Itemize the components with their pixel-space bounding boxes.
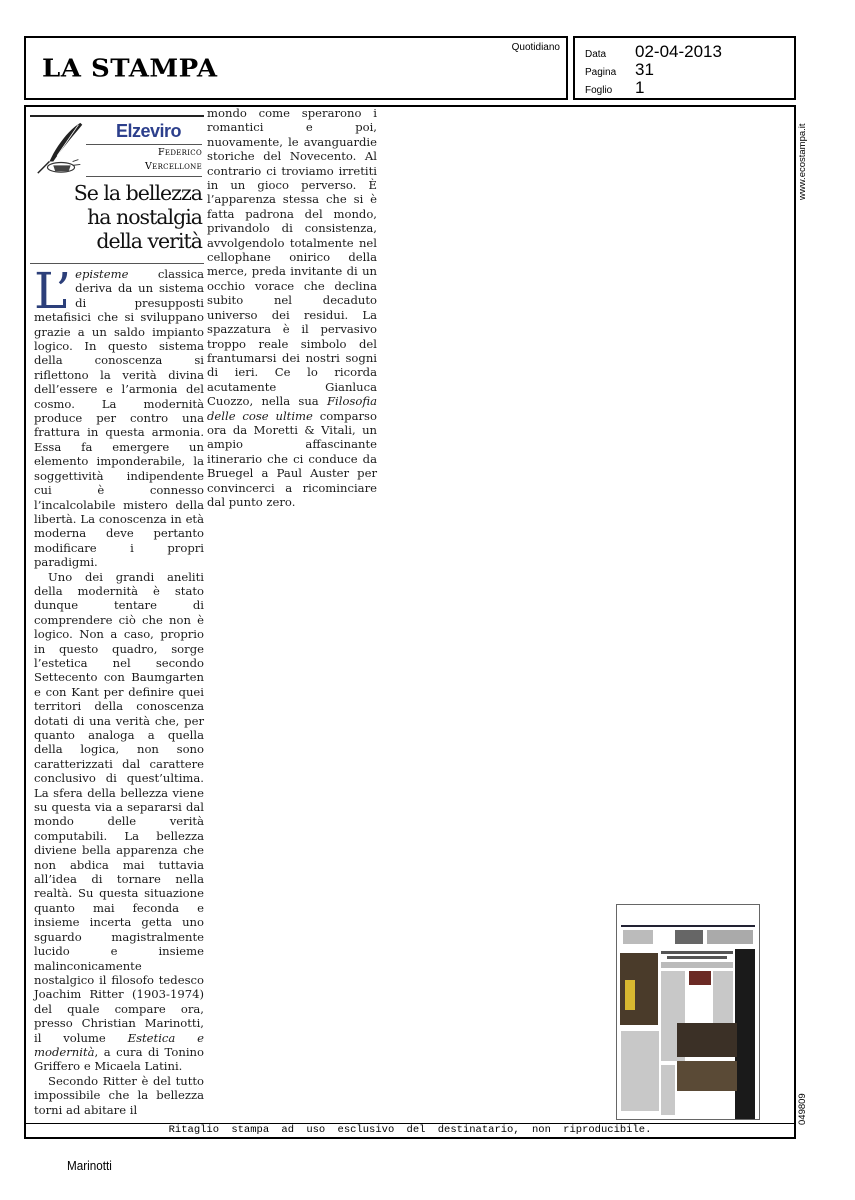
side-code: [797, 1085, 811, 1125]
headline-line: ha nostalgia: [87, 205, 202, 229]
author-last-name: Vercellone: [145, 161, 202, 172]
italic-term: episteme: [75, 267, 129, 281]
author-byline: [145, 146, 202, 174]
thumb-sidebar: [735, 949, 755, 1119]
rubric-title: Elzeviro: [116, 121, 182, 141]
meta-sheet: [585, 78, 644, 98]
meta-value: 1: [635, 78, 645, 97]
article-column-2: [207, 106, 377, 509]
thumb-photo: [677, 1061, 737, 1091]
meta-label: Data: [585, 49, 607, 60]
side-code-text: 049809: [797, 1093, 808, 1125]
paragraph: L’ episteme classica deriva da un sistema di presupposti metafisici che si sviluppano grazie a un saldo impianto logico. In questo sistema della conoscenza si riflettono la verità divina dell’essere e l’armonia del cosmo. La modernità produce per contro una frattura in questa armonia. Essa fa emergere un elemento imponderabile, la soggettività indipendente cui è connesso l’incalcolabile mistero della libertà. La conoscenza in età moderna deve pertanto modificare i propri paradigmi.: [34, 262, 204, 570]
paragraph: Uno dei grandi aneliti della modernità è stato dunque tentare di comprendere ciò che non è logico. Non a caso, proprio in questo quadro, sorge l’estetica nel secondo Settecento con Baumgarten e con Kant per definire quei territori della conoscenza dotati di una verità che, per quanto analoga a quella della logica, non sono caratterizzati dal carattere conclusivo di quest’ultima. La sfera della bellezza viene su questa via a separarsi dal mondo delle verità computabili. La bellezza diviene bella apparenza che non abdica mai tuttavia all’idea di tornare nella realtà. Su questa situazione quanto mai feconda e insieme incerta getta uno sguardo magistralmente lucido e insieme malinconicamente nostalgico il filosofo tedesco Joachim Ritter (1903-1974) del quale compare ora, presso Christian Marinotti, il volume Estetica e modernità, a cura di Tonino Griffero e Micaela Latini.: [34, 569, 204, 1074]
book-title: Estetica e modernità: [34, 1030, 204, 1059]
divider: [86, 144, 202, 145]
quill-icon: [32, 119, 90, 177]
article-headline: [74, 181, 202, 253]
meta-page: [585, 60, 654, 80]
book-title: Filosofia delle cose ultime: [207, 394, 377, 423]
meta-value: 02-04-2013: [635, 42, 722, 61]
thumb-text-block: [623, 930, 653, 944]
thumb-image: [675, 930, 703, 944]
thumb-headline: [661, 951, 733, 954]
side-url-text: www.ecostampa.it: [797, 123, 808, 200]
divider: [86, 176, 202, 177]
paragraph: mondo come sperarono i romantici e poi, nuovamente, le avanguardie storiche del Novecento. Al contrario ci troviamo irretiti in un gioco perverso. È l’apparenza stessa che si è fatta padrona del mondo, privandolo di consistenza, avvolgendolo totalmente nel cellophane onirico della merce, preda invitante di un occhio vorace che declina subito nel decaduto universo dei residui. La spazzatura è il pervasivo troppo reale simbolo del frantumarsi dei nostri sogni di ieri. Ce lo ricorda acutamente Gianluca Cuozzo, nella sua Filosofia delle cose ultime comparso ora da Moretti & Vitali, un ampio affascinante itinerario che ci conduce da Bruegel a Paul Auster per convincerci a ricominciare dal punto zero.: [207, 106, 377, 509]
newspaper-masthead: LA STAMPA: [42, 54, 218, 84]
meta-label: Pagina: [585, 67, 617, 78]
thumb-photo: [677, 1023, 737, 1057]
thumbnail-image: [617, 905, 759, 1119]
page-thumbnail: [616, 904, 760, 1120]
metadata-box: [573, 36, 796, 100]
headline-line: della verità: [96, 229, 202, 253]
article-column-1: [34, 262, 204, 1117]
article-header: [30, 115, 204, 267]
drop-cap: L’: [34, 262, 72, 320]
divider: [30, 115, 204, 117]
masthead-box: [24, 36, 568, 100]
author-first-name: Federico: [158, 147, 202, 158]
side-url: [797, 120, 811, 200]
client-name: Marinotti: [67, 1158, 112, 1173]
meta-date: [585, 42, 722, 62]
headline-line: Se la bellezza: [73, 181, 202, 205]
thumb-book-cover: [689, 971, 711, 985]
meta-label: Foglio: [585, 85, 613, 96]
thumb-text-block: [707, 930, 753, 944]
meta-value: 31: [635, 60, 654, 79]
publication-type: Quotidiano: [511, 42, 560, 53]
paragraph: Secondo Ritter è del tutto impossibile che la bellezza torni ad abitare il: [34, 1073, 204, 1117]
clipping-frame: [24, 105, 796, 1139]
thumb-rule: [621, 925, 755, 927]
copyright-notice: Ritaglio stampa ad uso esclusivo del destinatario, non riproducibile.: [168, 1124, 652, 1136]
